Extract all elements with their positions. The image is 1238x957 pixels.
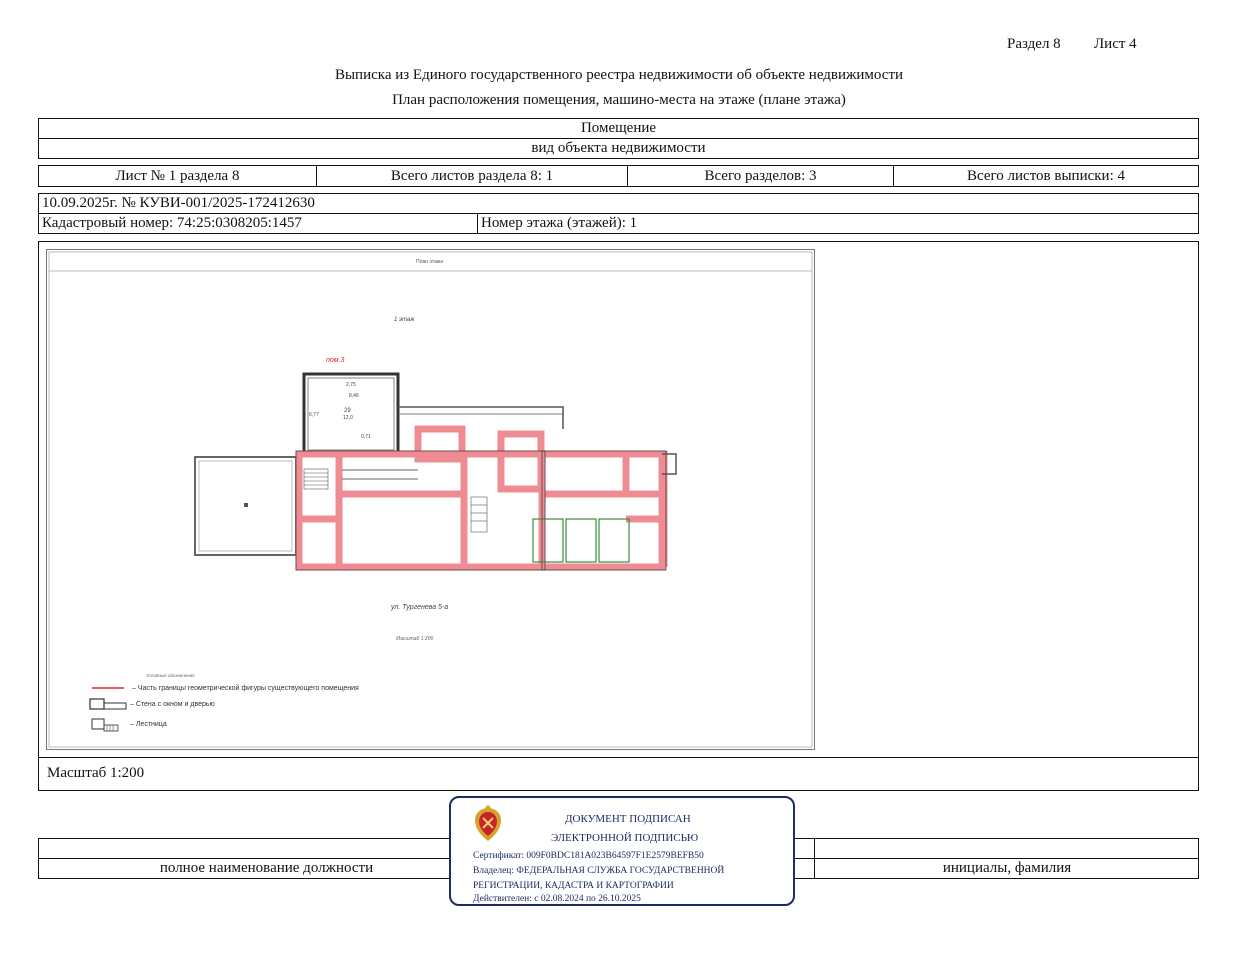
object-type-caption: вид объекта недвижимости [531,140,706,156]
total-sheets-section: Всего листов раздела 8: 1 [316,166,627,186]
stamp-valid: Действителен: с 02.08.2024 по 26.10.2025 [473,894,641,904]
plan-street: ул. Тургенева 5-а [391,604,449,611]
document-title: Выписка из Единого государственного реестра недвижимости об объекте недвижимости [334,67,904,83]
room-num-6: 0,71 [361,434,371,440]
section-number: Раздел 8 [1007,36,1061,52]
object-type: Помещение [580,120,657,136]
stamp-certificate: Сертификат: 009F0BDC181A023B64597F1E2579BEFB50 [473,851,704,861]
room-num-4: 12,0 [343,415,353,421]
date-number: 10.09.2025г. № КУВИ-001/2025-172412630 [42,195,315,211]
stamp-line-2: ЭЛЕКТРОННОЙ ПОДПИСЬЮ [551,832,699,844]
room-num-3: 29 [344,408,351,414]
total-sections: Всего разделов: 3 [627,166,893,186]
room-num-2: 8,46 [349,393,359,399]
plan-sheet-title: План этажа [416,259,444,265]
stamp-owner-2: РЕГИСТРАЦИИ, КАДАСТРА И КАРТОГРАФИИ [473,881,674,891]
coat-of-arms-icon [471,804,505,844]
plan-room-label: пом.3 [326,357,345,364]
legend-item-stairs: – Лестница [130,721,167,728]
stamp-line-1: ДОКУМЕНТ ПОДПИСАН [565,813,691,825]
info-box [38,193,1199,234]
sheet-no: Лист № 1 раздела 8 [115,167,240,184]
signature-stamp [449,796,795,906]
floor-plan-image [46,249,815,750]
legend-item-wall: – Стена с окном и дверью [130,701,215,708]
stamp-owner-1: Владелец: ФЕДЕРАЛЬНАЯ СЛУЖБА ГОСУДАРСТВЕННОЙ [473,866,725,876]
total-sheets-extract: Всего листов выписки: 4 [893,166,1198,186]
sheet-number: Лист 4 [1094,36,1137,52]
room-num-5: 6,77 [309,412,319,418]
plan-floor-label: 1 этаж [394,317,415,323]
plan-scale-note: Масштаб 1:200 [396,636,434,642]
room-num-1: 2,75 [346,382,356,388]
floor-number: Номер этажа (этажей): 1 [481,215,638,231]
legend-item-boundary: – Часть границы геометрической фигуры существующего помещения [132,685,359,692]
scale-label: Масштаб 1:200 [47,765,145,781]
object-type-box [38,118,1199,159]
cadastral-number: Кадастровый номер: 74:25:0308205:1457 [42,215,302,231]
document-subtitle: План расположения помещения, машино-места на этаже (плане этажа) [392,92,846,108]
position-caption: полное наименование должности [159,860,374,876]
legend-title: Условные обозначения [146,673,195,678]
sheets-row [38,165,1199,187]
name-caption: инициалы, фамилия [942,860,1072,876]
